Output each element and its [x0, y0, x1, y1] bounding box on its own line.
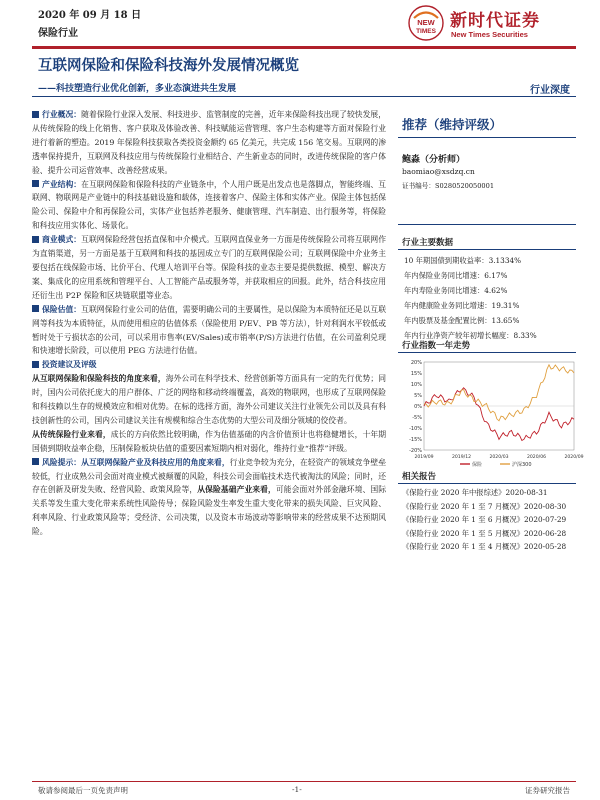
stat-item: 年内股票及基金配置比例：13.65% — [404, 316, 520, 326]
chart-rule — [398, 352, 576, 353]
reports-rule — [398, 483, 576, 484]
page-title: 互联网保险和保险科技海外发展情况概览 — [38, 58, 299, 74]
report-item[interactable]: 《保险行业 2020 年 1 至 4 月概况》2020-05-28 — [402, 542, 567, 552]
analyst-rule — [398, 224, 576, 225]
section-industry-structure: 产业结构：在互联网保险和保险科技的产业链条中，个人用户既是出发点也是落脚点，智能终端、互联网、物联网是产业链中的科技基础设施和载体，连接着客户、保险主体和实体产业。保险主体包括保险公司、保险中介和再保险公司，实体产业包括养老服务、健康管理、汽车制造、出行服务等，将保险和科技应用实体化、场景化。 — [32, 179, 387, 231]
bullet-icon — [32, 458, 40, 465]
x-tick-label: 2020/09 — [564, 455, 584, 460]
legend-label: 沪深300 — [512, 462, 532, 468]
x-tick-label: 2019/12 — [451, 455, 472, 460]
stat-item: 年内行业净资产较年初增长幅度：8.33% — [404, 331, 537, 341]
y-tick-label: 5% — [414, 393, 422, 399]
stats-title: 行业主要数据 — [402, 238, 454, 248]
x-tick-label: 2020/03 — [489, 455, 509, 460]
bullet-icon — [32, 111, 40, 118]
footer-doc-type: 证券研究报告 — [525, 786, 570, 795]
logo-mark-icon — [406, 4, 446, 42]
stats-rule — [398, 249, 576, 250]
logo-mark-text-1: NEW — [417, 18, 435, 27]
footer-rule — [32, 781, 576, 782]
report-item[interactable]: 《保险行业 2020 年 1 至 7 月概况》2020-08-30 — [402, 501, 567, 511]
y-tick-label: 10% — [410, 382, 422, 388]
y-tick-label: -5% — [412, 415, 422, 421]
logo-mark-text-2: TIMES — [416, 28, 436, 35]
header-date: 2020 年 09 月 18 日 — [38, 10, 142, 21]
series-line-insurance — [424, 388, 574, 441]
report-item[interactable]: 《保险行业 2020 年中报综述》2020-08-31 — [402, 488, 548, 497]
footer-page-number: -1- — [292, 785, 302, 794]
section-traditional-view: 从传统保险行业来看，成长的方向依然比较明确，作为估值基础的内含价值预计也将稳健增长，十年期国债到期收益率企稳，压制保险板块估值的重要因素短期内相对弱化，维持行业“推荐”评级。 — [32, 429, 387, 453]
section-investment-advice: 投资建议及评级 — [32, 358, 386, 372]
title-rule — [32, 96, 576, 97]
analyst-name: 鲍淼（分析师） — [402, 155, 466, 165]
index-trend-chart — [398, 358, 584, 470]
report-item[interactable]: 《保险行业 2020 年 1 至 5 月概况》2020-06-28 — [402, 528, 567, 538]
chart-title: 行业指数一年走势 — [402, 341, 471, 351]
y-tick-label: -15% — [409, 437, 422, 443]
analyst-email: baomiao@xsdzq.cn — [402, 167, 475, 176]
section-industry-overview: 行业概况：随着保险行业深入发展、科技进步、监管制度的完善，近年来保险科技出现了较快发展，从传统保险的线上化销售、客户获取及体验改善、科技赋能运营管理、客户生态构建等方面对保险行业进行着新的塑造。2019 年保险科技获取各类投资金额约 65 亿美元，共完成 156 笔交易。互联网的渗透率保持提升，互联网及科技应用与传统保险行业相结合、产生新业态的同时，改进传统保险的客户体验、提升公司运营效率、改善经营成果。 — [32, 110, 387, 175]
stat-item: 10 年期国债到期收益率：3.1334% — [404, 256, 522, 265]
y-tick-label: -10% — [409, 426, 422, 432]
stat-item: 年内保险业务同比增速：6.17% — [404, 271, 508, 281]
report-type: 行业深度 — [530, 85, 570, 96]
x-tick-label: 2019/09 — [414, 455, 434, 460]
y-tick-label: 20% — [410, 360, 422, 366]
stat-item: 年内寿险业务同比增速：4.62% — [404, 286, 508, 296]
y-tick-label: -20% — [409, 448, 422, 454]
series-line-hs300 — [424, 365, 574, 421]
logo-en: New Times Securities — [451, 30, 528, 39]
company-logo — [406, 4, 576, 42]
y-tick-label: 0% — [414, 404, 422, 410]
related-reports — [402, 486, 578, 554]
x-tick-label: 2020/06 — [526, 455, 547, 460]
bullet-icon — [32, 361, 40, 368]
rating: 推荐（维持评级） — [402, 117, 503, 132]
analyst-license: 证书编号：S0280520050001 — [402, 182, 495, 190]
bullet-icon — [32, 180, 40, 187]
y-tick-label: 15% — [410, 371, 422, 377]
stats-list — [404, 253, 576, 344]
logo-cn: 新时代证券 — [450, 11, 540, 31]
page-subtitle: ——科技塑造行业优化创新，多业态演进共生发展 — [38, 84, 237, 94]
section-business-model: 商业模式：互联网保险经营包括直保和中介模式。互联网直保业务一方面是传统保险公司将互联网作为直销渠道，另一方面是基于互联网和科技的基因成立专门的互联网保险公司；互联网保险中介业务主要包括在线保险市场、比价平台、代理人培训平台等。保险科技的业态主要是提供数据、模型、解决方案、集成化的应用系统和管理平台、人工智能产品或服务等，并获取相应的回报。此外，结合科技应用还衍生出 P2P 保险和区块链联盟等业态。 — [32, 235, 387, 300]
body-column — [32, 108, 386, 539]
stat-item: 年内健康险业务同比增速：19.31% — [404, 301, 520, 311]
bullet-icon — [32, 236, 40, 243]
section-valuation: 保险估值：互联网保险行业公司的估值，需要明确公司的主要属性，是以保险为本质特征还是以互联网等科技为本质特征，从而使用相应的估值体系（保险使用 P/EV、PB 等方法），针对利润水平较低或暂时处于亏损状态的公司，可以采用市售率(EV/Sales)或市销率(P/S)方法进行估值，在公司盈利兑现和快速增长阶段，可以使用 PEG 方法进行估值。 — [32, 304, 387, 356]
rating-rule — [398, 137, 576, 138]
reports-title: 相关报告 — [402, 472, 437, 482]
report-item[interactable]: 《保险行业 2020 年 1 至 6 月概况》2020-07-29 — [402, 515, 567, 525]
header-industry: 保险行业 — [38, 28, 78, 39]
section-internet-view: 从互联网保险和保险科技的角度来看，海外公司在科学技术、经营创新等方面具有一定的先行优势；同时，国内公司依托庞大的用户群体、广泛的网络和移动终端覆盖，高效的物联网，也形成了互联网保险和科技赖以生存的规模效应和相对优势。在标的选择方面，海外公司建议关注行业领先公司以及具有科技创新性的公司，国内公司建议关注有规模和综合生态优势的大型公司及细分领域的佼佼者。 — [32, 374, 387, 425]
legend-label: 保险 — [472, 462, 483, 468]
header-rule — [32, 46, 576, 49]
bullet-icon — [32, 305, 40, 312]
footer-disclaimer[interactable]: 敬请参阅最后一页免责声明 — [38, 786, 128, 795]
section-risk: 风险提示：从互联网保险产业及科技应用的角度来看，行业竞争较为充分，在轻资产的领域竞争壁垒较低，行业成熟公司会面对商业模式被颠覆的风险，科技公司会面临技术迭代被淘汰的风险；同时，还存在创新及研发失败、经营风险、政策风险等，从保险基础产业来看，可能会面对外部金融环境、国际关系等发生重大变化带来系统性风险传导；保险风险发生率发生重大变化带来的损失风险、巨灾风险、利率风险、行业政策风险等；受经济、公司决策，以及资本市场波动等影响带来的经营成果不达预期风险。 — [32, 457, 387, 537]
